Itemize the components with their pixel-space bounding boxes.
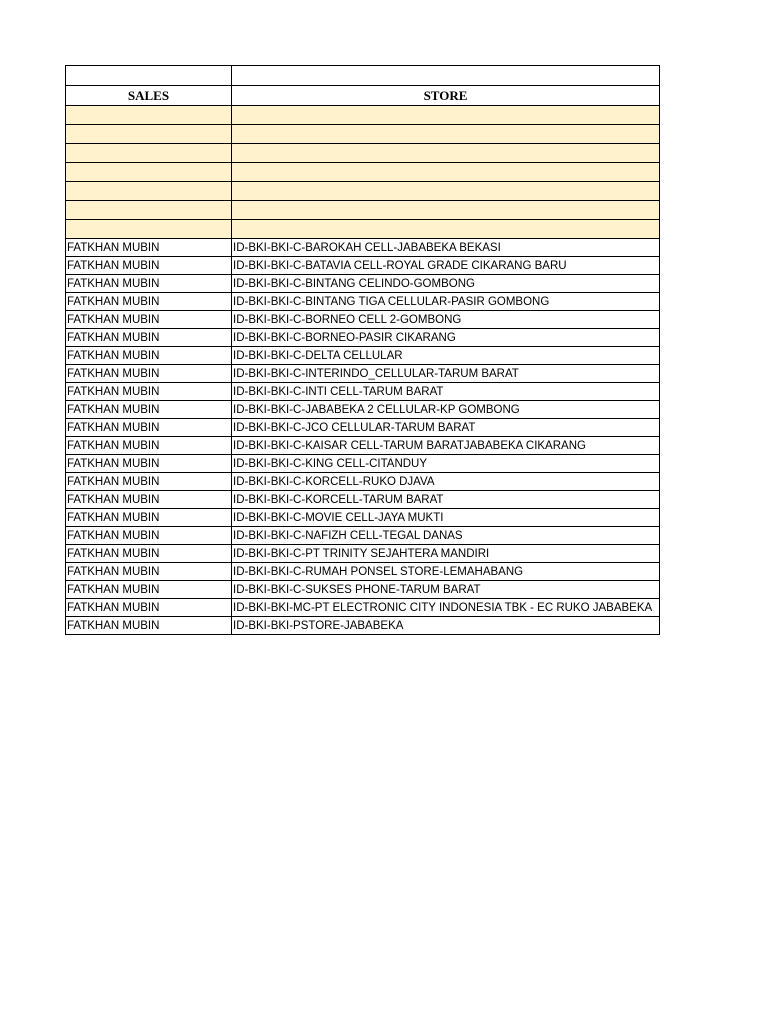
header-row xyxy=(66,86,660,106)
cell[interactable] xyxy=(232,144,660,163)
sales-cell[interactable]: FATKHAN MUBIN xyxy=(66,581,232,599)
store-cell[interactable]: ID-BKI-BKI-C-BORNEO CELL 2-GOMBONG xyxy=(232,311,660,329)
store-cell[interactable]: ID-BKI-BKI-C-NAFIZH CELL-TEGAL DANAS xyxy=(232,527,660,545)
table-row xyxy=(66,383,660,401)
cell[interactable] xyxy=(232,106,660,125)
sales-cell[interactable]: FATKHAN MUBIN xyxy=(66,401,232,419)
sales-cell[interactable]: FATKHAN MUBIN xyxy=(66,311,232,329)
shaded-blank-row xyxy=(66,220,660,239)
table-row xyxy=(66,329,660,347)
table-row xyxy=(66,473,660,491)
table-row xyxy=(66,257,660,275)
sales-cell[interactable]: FATKHAN MUBIN xyxy=(66,473,232,491)
cell[interactable] xyxy=(66,182,232,201)
sales-cell[interactable]: FATKHAN MUBIN xyxy=(66,383,232,401)
store-cell[interactable]: ID-BKI-BKI-C-INTERINDO_CELLULAR-TARUM BARAT xyxy=(232,365,660,383)
sales-cell[interactable]: FATKHAN MUBIN xyxy=(66,599,232,617)
cell[interactable] xyxy=(232,220,660,239)
sales-cell[interactable]: FATKHAN MUBIN xyxy=(66,437,232,455)
sales-column-header[interactable]: SALES xyxy=(66,86,232,106)
cell[interactable] xyxy=(232,182,660,201)
store-cell[interactable]: ID-BKI-BKI-C-JABABEKA 2 CELLULAR-KP GOMBONG xyxy=(232,401,660,419)
store-cell[interactable]: ID-BKI-BKI-C-SUKSES PHONE-TARUM BARAT xyxy=(232,581,660,599)
store-cell[interactable]: ID-BKI-BKI-C-INTI CELL-TARUM BARAT xyxy=(232,383,660,401)
cell[interactable] xyxy=(232,201,660,220)
table-row xyxy=(66,239,660,257)
table-row xyxy=(66,581,660,599)
cell[interactable] xyxy=(66,201,232,220)
sales-store-table xyxy=(65,65,660,635)
store-cell[interactable]: ID-BKI-BKI-C-JCO CELLULAR-TARUM BARAT xyxy=(232,419,660,437)
sales-cell[interactable]: FATKHAN MUBIN xyxy=(66,275,232,293)
table-row xyxy=(66,419,660,437)
blank-row xyxy=(66,66,660,86)
cell[interactable] xyxy=(66,125,232,144)
cell[interactable] xyxy=(66,220,232,239)
sales-cell[interactable]: FATKHAN MUBIN xyxy=(66,491,232,509)
store-column-header[interactable]: STORE xyxy=(232,86,660,106)
table-row xyxy=(66,293,660,311)
cell[interactable] xyxy=(232,163,660,182)
sales-cell[interactable]: FATKHAN MUBIN xyxy=(66,293,232,311)
table-row xyxy=(66,599,660,617)
table-row xyxy=(66,437,660,455)
table-row xyxy=(66,527,660,545)
store-cell[interactable]: ID-BKI-BKI-MC-PT ELECTRONIC CITY INDONESIA TBK - EC RUKO JABABEKA xyxy=(232,599,660,617)
sales-cell[interactable]: FATKHAN MUBIN xyxy=(66,257,232,275)
store-cell[interactable]: ID-BKI-BKI-C-RUMAH PONSEL STORE-LEMAHABANG xyxy=(232,563,660,581)
cell[interactable] xyxy=(232,125,660,144)
store-cell[interactable]: ID-BKI-BKI-C-BORNEO-PASIR CIKARANG xyxy=(232,329,660,347)
store-cell[interactable]: ID-BKI-BKI-C-BAROKAH CELL-JABABEKA BEKASI xyxy=(232,239,660,257)
shaded-blank-row xyxy=(66,144,660,163)
sales-cell[interactable]: FATKHAN MUBIN xyxy=(66,617,232,635)
sales-cell[interactable]: FATKHAN MUBIN xyxy=(66,527,232,545)
cell[interactable] xyxy=(66,66,232,86)
store-cell[interactable]: ID-BKI-BKI-C-BINTANG TIGA CELLULAR-PASIR GOMBONG xyxy=(232,293,660,311)
shaded-blank-row xyxy=(66,163,660,182)
table-row xyxy=(66,491,660,509)
store-cell[interactable]: ID-BKI-BKI-PSTORE-JABABEKA xyxy=(232,617,660,635)
cell[interactable] xyxy=(232,66,660,86)
shaded-blank-row xyxy=(66,182,660,201)
table-row xyxy=(66,347,660,365)
store-cell[interactable]: ID-BKI-BKI-C-DELTA CELLULAR xyxy=(232,347,660,365)
sales-cell[interactable]: FATKHAN MUBIN xyxy=(66,365,232,383)
shaded-blank-row xyxy=(66,106,660,125)
store-cell[interactable]: ID-BKI-BKI-C-KORCELL-TARUM BARAT xyxy=(232,491,660,509)
sales-cell[interactable]: FATKHAN MUBIN xyxy=(66,419,232,437)
store-cell[interactable]: ID-BKI-BKI-C-KAISAR CELL-TARUM BARATJABABEKA CIKARANG xyxy=(232,437,660,455)
table-row xyxy=(66,311,660,329)
shaded-blank-row xyxy=(66,201,660,220)
table-row xyxy=(66,563,660,581)
table-row xyxy=(66,401,660,419)
table-row xyxy=(66,509,660,527)
store-cell[interactable]: ID-BKI-BKI-C-PT TRINITY SEJAHTERA MANDIRI xyxy=(232,545,660,563)
table-row xyxy=(66,455,660,473)
sales-cell[interactable]: FATKHAN MUBIN xyxy=(66,329,232,347)
sales-cell[interactable]: FATKHAN MUBIN xyxy=(66,509,232,527)
store-cell[interactable]: ID-BKI-BKI-C-KING CELL-CITANDUY xyxy=(232,455,660,473)
sales-cell[interactable]: FATKHAN MUBIN xyxy=(66,563,232,581)
sales-cell[interactable]: FATKHAN MUBIN xyxy=(66,239,232,257)
cell[interactable] xyxy=(66,144,232,163)
shaded-blank-row xyxy=(66,125,660,144)
store-cell[interactable]: ID-BKI-BKI-C-BATAVIA CELL-ROYAL GRADE CIKARANG BARU xyxy=(232,257,660,275)
sales-cell[interactable]: FATKHAN MUBIN xyxy=(66,347,232,365)
store-cell[interactable]: ID-BKI-BKI-C-KORCELL-RUKO DJAVA xyxy=(232,473,660,491)
sales-cell[interactable]: FATKHAN MUBIN xyxy=(66,455,232,473)
table-row xyxy=(66,545,660,563)
store-cell[interactable]: ID-BKI-BKI-C-MOVIE CELL-JAYA MUKTI xyxy=(232,509,660,527)
cell[interactable] xyxy=(66,106,232,125)
table-row xyxy=(66,365,660,383)
table-row xyxy=(66,275,660,293)
table-row xyxy=(66,617,660,635)
store-cell[interactable]: ID-BKI-BKI-C-BINTANG CELINDO-GOMBONG xyxy=(232,275,660,293)
cell[interactable] xyxy=(66,163,232,182)
sales-cell[interactable]: FATKHAN MUBIN xyxy=(66,545,232,563)
